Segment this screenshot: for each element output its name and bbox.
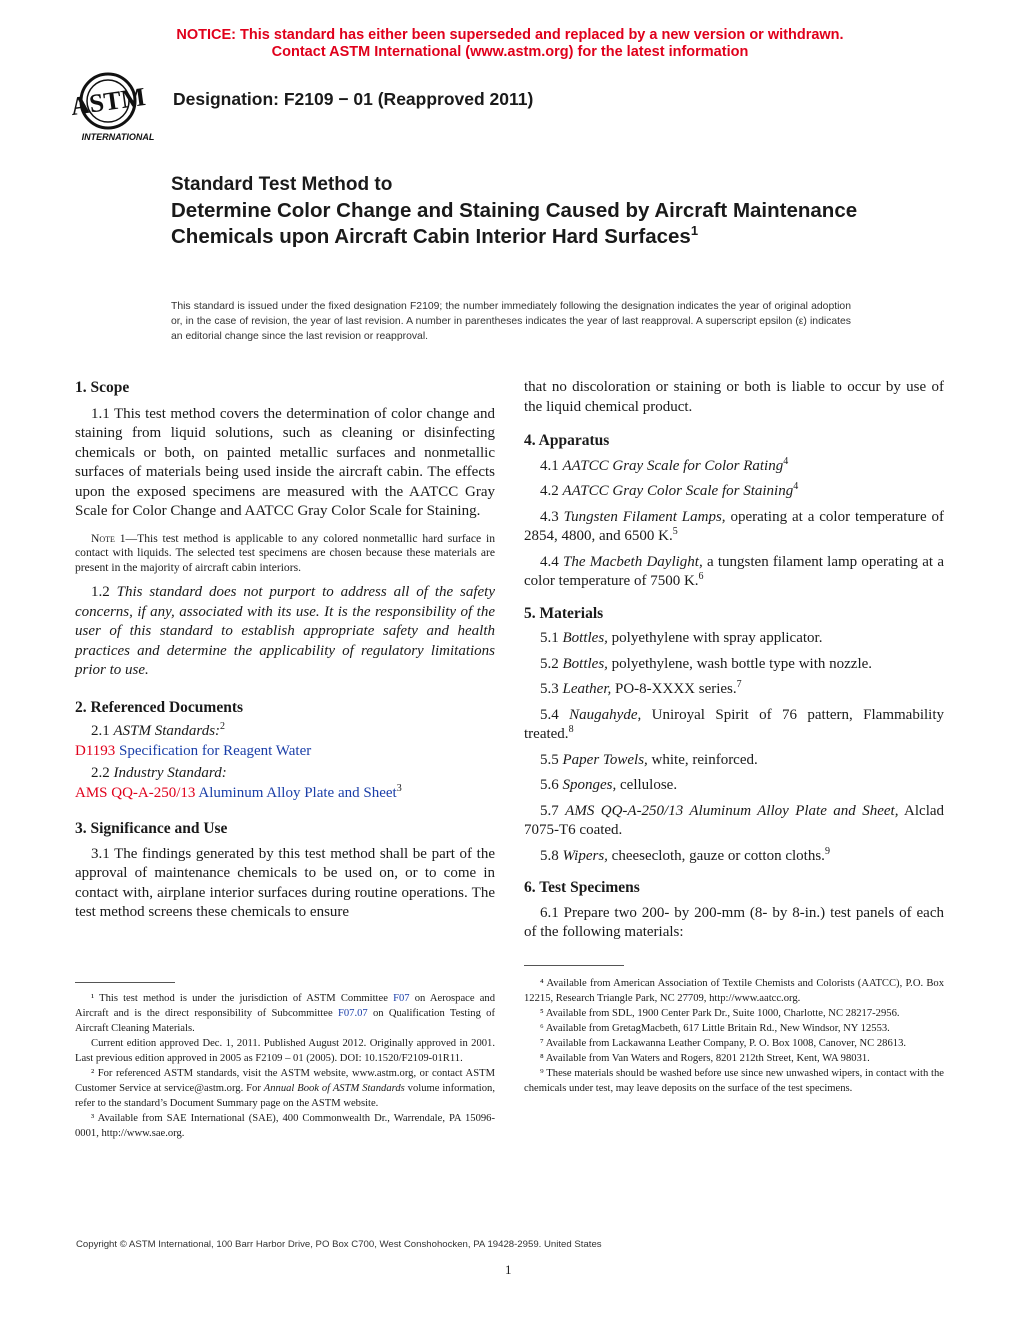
footnote-2 bbox=[75, 1066, 495, 1111]
materials-name: Paper Towels, bbox=[562, 751, 648, 768]
footnote-8: ⁸ Available from Van Waters and Rogers, 8201 212th Street, Kent, WA 98031. bbox=[540, 1053, 870, 1064]
footnote-4: ⁴ Available from American Association of Textile Chemists and Colorists (AATCC), P.O. Box 12215, Research Triangle Park, NC 27709, http://www.aatcc.org. bbox=[524, 978, 944, 1004]
footnotes-left bbox=[75, 991, 495, 1141]
materials-text: white, reinforced. bbox=[647, 751, 758, 768]
scope-1-1: 1.1 This test method covers the determination of color change and staining from liquid solutions, such as cleaning or disinfecting chemicals or both, on painted metallic surfaces and nonmetallic surfaces of materials being used inside the aircraft cabin. The effects upon the exposed specimens are measured with the AATCC Gray Scale for Color Change and AATCC Gray Color Scale for Staining. bbox=[75, 405, 495, 519]
materials-text: polyethylene with spray applicator. bbox=[607, 630, 823, 646]
footnote-1 bbox=[75, 991, 495, 1036]
ref-2-2 bbox=[75, 764, 495, 784]
fn1-b: on Aerospace and Aircraft and is the direct responsibility of Subcommittee bbox=[75, 993, 496, 1019]
left-column bbox=[75, 378, 495, 923]
materials-name: Wipers, bbox=[562, 847, 608, 864]
materials-name: Bottles, bbox=[562, 630, 608, 646]
astm-logo bbox=[72, 70, 164, 144]
ref-2-1 bbox=[75, 722, 495, 742]
ref-d1193 bbox=[75, 742, 495, 762]
materials-num: 5.7 bbox=[540, 802, 566, 819]
materials-item bbox=[524, 751, 944, 771]
d1193-link[interactable]: D1193 bbox=[75, 742, 116, 759]
specimens-6-1: 6.1 Prepare two 200- by 200-mm (8- by 8-in.) test panels of each of the following materials: bbox=[524, 904, 944, 940]
copyright: Copyright © ASTM International, 100 Barr Harbor Drive, PO Box C700, West Conshohocken, PA 19428-2959. United States bbox=[76, 1239, 602, 1250]
apparatus-name: AATCC Gray Scale for Color Rating bbox=[562, 457, 784, 474]
footnotes-right bbox=[524, 976, 944, 1096]
apparatus-heading: 4. Apparatus bbox=[524, 432, 610, 449]
materials-num: 5.3 bbox=[540, 681, 563, 697]
footnote-9: ⁹ These materials should be washed before use since new unwashed wipers, in contact with the chemicals under test, may leave deposits on the surface of the test specimens. bbox=[524, 1068, 944, 1094]
ams-link[interactable]: AMS QQ-A-250/13 bbox=[75, 784, 196, 801]
footnote-rule-left bbox=[75, 982, 175, 983]
fn1-f07-link[interactable]: F07 bbox=[393, 993, 410, 1004]
ref-2-1-num: 2.1 bbox=[91, 723, 114, 739]
apparatus-footnote-ref: 4 bbox=[793, 481, 799, 492]
ams-title-link[interactable]: Aluminum Alloy Plate and Sheet bbox=[198, 784, 397, 801]
materials-num: 5.1 bbox=[540, 630, 563, 646]
fn2-b: volume information, refer to the standard’s Document Summary page on the ASTM website. bbox=[75, 1083, 495, 1109]
ref-2-1-sup: 2 bbox=[220, 721, 226, 732]
apparatus-name: AATCC Gray Color Scale for Staining bbox=[562, 483, 794, 499]
title-small: Standard Test Method to bbox=[171, 174, 393, 195]
footnote-5: ⁵ Available from SDL, 1900 Center Park Dr., Suite 1000, Charlotte, NC 28217-2956. bbox=[540, 1008, 900, 1019]
apparatus-item bbox=[524, 508, 944, 547]
apparatus-text: operating at a color temperature of 2854, 4800, and 6500 K. bbox=[524, 508, 944, 544]
astm-logo-icon bbox=[72, 70, 164, 144]
referenced-heading: 2. Referenced Documents bbox=[75, 698, 244, 716]
apparatus-text: a tungsten filament lamp operating at a color temperature of 7500 K. bbox=[524, 553, 945, 589]
apparatus-item bbox=[524, 482, 944, 502]
svg-text:ASTM: ASTM bbox=[72, 81, 148, 122]
footnote-rule-right bbox=[524, 965, 624, 966]
materials-heading: 5. Materials bbox=[524, 604, 604, 622]
standard-note: This standard is issued under the fixed designation F2109; the number immediately following the designation indicates the year of original adoption or, in the case of revision, the year of last revision. A number in parentheses indicates the year of last reapproval. A superscript epsilon (ε) indicates an editorial change since the last revision or reapproval. bbox=[171, 301, 851, 342]
materials-item bbox=[524, 847, 944, 867]
significance-heading: 3. Significance and Use bbox=[75, 820, 228, 837]
footnote-3: ³ Available from SAE International (SAE), 400 Commonwealth Dr., Warrendale, PA 15096-0001, http://www.sae.org. bbox=[75, 1113, 495, 1139]
apparatus-num: 4.1 bbox=[540, 457, 563, 474]
fn1-f0707-link[interactable]: F07.07 bbox=[337, 1008, 368, 1019]
materials-text: polyethylene, wash bottle type with nozzle. bbox=[607, 655, 873, 672]
materials-name: Leather, bbox=[562, 681, 612, 697]
apparatus-footnote-ref: 4 bbox=[783, 455, 789, 467]
materials-footnote-ref: 9 bbox=[824, 845, 830, 857]
apparatus-num: 4.4 bbox=[540, 553, 563, 570]
scope-1-2 bbox=[75, 583, 495, 681]
ref-2-2-label: Industry Standard: bbox=[113, 765, 227, 781]
apparatus-item bbox=[524, 553, 944, 592]
materials-num: 5.4 bbox=[540, 706, 570, 723]
apparatus-footnote-ref: 5 bbox=[672, 526, 678, 537]
designation: Designation: F2109 − 01 (Reapproved 2011) bbox=[173, 89, 534, 109]
materials-item bbox=[524, 629, 944, 649]
specimens-heading: 6. Test Specimens bbox=[524, 879, 640, 896]
materials-item bbox=[524, 776, 944, 796]
fn2-a: ² For referenced ASTM standards, visit the ASTM website, www.astm.org, or contact ASTM Customer Service at service@astm.org. For bbox=[75, 1068, 495, 1094]
materials-item bbox=[524, 706, 944, 745]
note-1-text: —This test method is applicable to any colored nonmetallic hard surface in contact with liquids. The selected test specimens are chosen because these materials are present in the majority of aircraft cabin interiors. bbox=[75, 531, 495, 574]
materials-footnote-ref: 7 bbox=[736, 679, 742, 690]
apparatus-num: 4.3 bbox=[540, 508, 564, 525]
scope-1-2-text: This standard does not purport to address all of the safety concerns, if any, associated with its use. It is the responsibility of the user of this standard to establish appropriate safety and health practices and determine the applicability of regulatory limitations prior to use. bbox=[75, 584, 496, 678]
fn2-italic: Annual Book of ASTM Standards bbox=[263, 1083, 405, 1094]
apparatus-name: The Macbeth Daylight, bbox=[563, 553, 703, 570]
footnote-1-edition: Current edition approved Dec. 1, 2011. Published August 2012. Originally approved in 2001. Last previous edition approved in 2005 as F2109 – 01 (2005). DOI: 10.1520/F2109-01R11. bbox=[75, 1038, 495, 1064]
materials-name: Bottles, bbox=[562, 655, 608, 672]
title-main-text: Determine Color Change and Staining Caused by Aircraft Maintenance Chemicals upon Aircraft Cabin Interior Hard Surfaces bbox=[171, 199, 858, 248]
materials-text: PO-8-XXXX series. bbox=[611, 681, 737, 697]
apparatus-item bbox=[524, 457, 944, 477]
scope-1-2-num: 1.2 bbox=[91, 584, 117, 600]
apparatus-footnote-ref: 6 bbox=[698, 571, 704, 582]
right-column bbox=[524, 378, 944, 943]
materials-num: 5.6 bbox=[540, 777, 563, 793]
note-1 bbox=[75, 532, 495, 576]
fn1-c: on Qualification Testing of Aircraft Cleaning Materials. bbox=[75, 1008, 495, 1034]
materials-footnote-ref: 8 bbox=[568, 724, 574, 735]
significance-3-1: 3.1 The findings generated by this test method shall be part of the approval of maintenance chemicals to be used on, or to come in contact with, airplane interior surfaces during routine operations. The test method screens these chemicals to ensure bbox=[75, 845, 495, 920]
ams-sup: 3 bbox=[396, 782, 402, 794]
significance-3-1-cont: that no discoloration or staining or both is liable to occur by use of the liquid chemical product. bbox=[524, 379, 944, 415]
d1193-title-link[interactable]: Specification for Reagent Water bbox=[119, 742, 312, 759]
materials-item bbox=[524, 802, 944, 841]
materials-name: Sponges, bbox=[562, 777, 617, 793]
materials-item bbox=[524, 680, 944, 700]
materials-text: cellulose. bbox=[616, 777, 678, 793]
materials-text: Alclad 7075-T6 coated. bbox=[524, 802, 945, 838]
scope-heading: 1. Scope bbox=[75, 379, 130, 396]
fn1-a: ¹ This test method is under the jurisdiction of ASTM Committee bbox=[91, 993, 394, 1004]
apparatus-num: 4.2 bbox=[540, 483, 563, 499]
materials-list bbox=[524, 629, 944, 866]
apparatus-name: Tungsten Filament Lamps, bbox=[563, 508, 726, 525]
materials-num: 5.2 bbox=[540, 655, 563, 672]
materials-name: AMS QQ-A-250/13 Aluminum Alloy Plate and Sheet, bbox=[565, 802, 899, 819]
title-main bbox=[171, 198, 871, 250]
ref-2-2-num: 2.2 bbox=[91, 765, 114, 781]
ref-2-1-label: ASTM Standards: bbox=[113, 723, 221, 739]
materials-text: cheesecloth, gauze or cotton cloths. bbox=[607, 847, 825, 864]
materials-num: 5.5 bbox=[540, 751, 563, 768]
notice-line-1: NOTICE: This standard has either been superseded and replaced by a new version or withdrawn. bbox=[176, 27, 844, 43]
apparatus-list bbox=[524, 457, 944, 592]
notice-line-2: Contact ASTM International (www.astm.org) for the latest information bbox=[271, 44, 749, 60]
footnote-6: ⁶ Available from GretagMacbeth, 617 Little Britain Rd., New Windsor, NY 12553. bbox=[540, 1023, 890, 1034]
title-footnote-ref: 1 bbox=[690, 223, 699, 239]
ref-ams bbox=[75, 784, 495, 804]
page-number: 1 bbox=[505, 1262, 512, 1277]
materials-item bbox=[524, 655, 944, 675]
svg-text:INTERNATIONAL: INTERNATIONAL bbox=[81, 132, 155, 142]
materials-text: Uniroyal Spirit of 76 pattern, Flammability treated. bbox=[524, 706, 944, 742]
materials-num: 5.8 bbox=[540, 847, 563, 864]
footnote-7: ⁷ Available from Lackawanna Leather Company, P. O. Box 1008, Canover, NC 28613. bbox=[540, 1038, 907, 1049]
materials-name: Naugahyde, bbox=[569, 706, 642, 723]
note-1-label: Note 1 bbox=[91, 531, 126, 545]
